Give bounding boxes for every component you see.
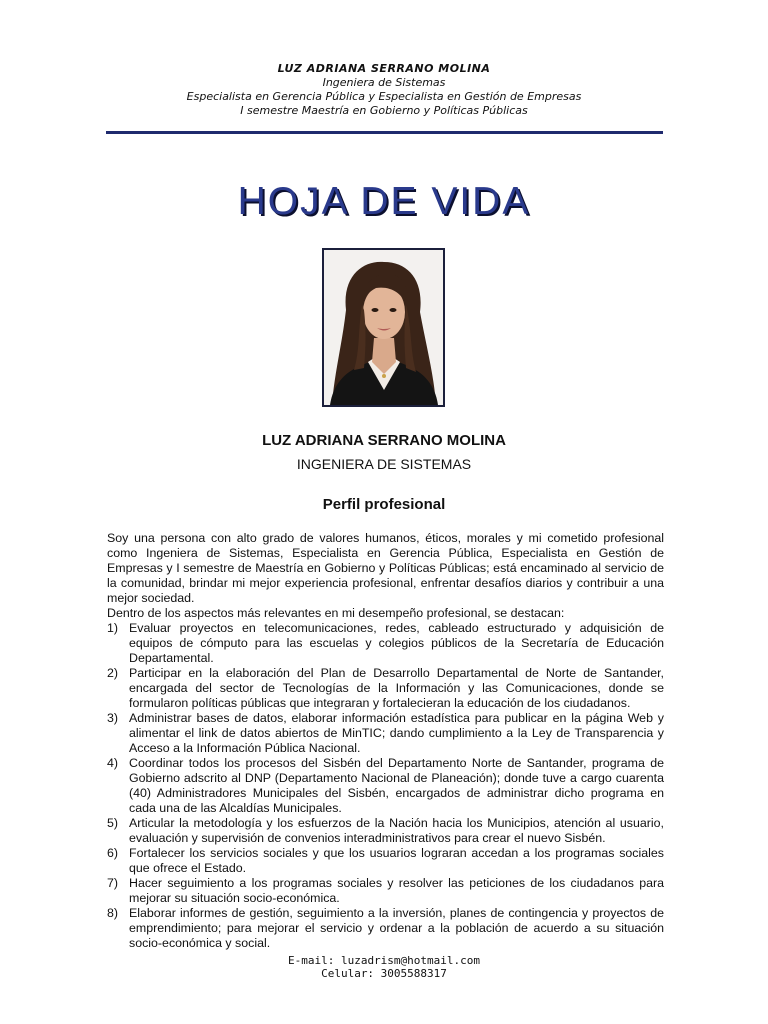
header-line-1: Ingeniera de Sistemas: [322, 76, 446, 89]
list-item: [107, 756, 664, 816]
list-number: 4): [107, 756, 119, 770]
header-name: LUZ ADRIANA SERRANO MOLINA: [277, 62, 491, 75]
list-number: 1): [107, 621, 119, 635]
achievements-list: [107, 621, 664, 951]
list-text: Hacer seguimiento a los programas sociales y resolver las peticiones de los ciudadanos para mejorar su situación socio-económica.: [129, 876, 664, 905]
intro-lead: Dentro de los aspectos más relevantes en mi desempeño profesional, se destacan:: [107, 606, 565, 620]
list-text: Participar en la elaboración del Plan de Desarrollo Departamental de Norte de Santander, encargada del sector de Tecnologías de la Información y las Comunicaciones, donde se formularon políticas públicas que integraran y fortalecieran la educación de los ciudadanos.: [129, 666, 664, 710]
document-header: [0, 62, 768, 118]
list-number: 5): [107, 816, 119, 830]
list-number: 7): [107, 876, 119, 890]
document-title: HOJA DE VIDA: [237, 180, 531, 223]
list-item: [107, 906, 664, 951]
contact-footer: [0, 954, 768, 980]
header-line-3: I semestre Maestría en Gobierno y Políticas Públicas: [240, 104, 528, 117]
list-text: Evaluar proyectos en telecomunicaciones, redes, cableado estructurado y adquisición de equipos de cómputo para las escuelas y colegios públicos de la Secretaría de Educación Departamental.: [129, 621, 664, 665]
profile-body: [107, 531, 664, 951]
candidate-profession: INGENIERA DE SISTEMAS: [296, 456, 472, 472]
list-number: 8): [107, 906, 119, 920]
list-number: 2): [107, 666, 119, 680]
list-number: 3): [107, 711, 119, 725]
list-text: Fortalecer los servicios sociales y que los usuarios lograran accedan a los programas sociales que ofrece el Estado.: [129, 846, 664, 875]
list-item: [107, 621, 664, 666]
list-item: [107, 816, 664, 846]
list-text: Coordinar todos los procesos del Sisbén del Departamento Norte de Santander, programa de Gobierno adscrito al DNP (Departamento Nacional de Planeación); donde tuve a cargo cuarenta (40) Administradores Municipales del Sisbén, encargados de administrar dicho programa en cada una de las Alcaldías Municipales.: [129, 756, 664, 815]
email-text[interactable]: E-mail: luzadrism@hotmail.com: [287, 954, 481, 967]
header-line-2: Especialista en Gerencia Pública y Especialista en Gestión de Empresas: [186, 90, 582, 103]
candidate-name: LUZ ADRIANA SERRANO MOLINA: [262, 432, 506, 449]
list-number: 6): [107, 846, 119, 860]
profile-photo: [322, 248, 445, 407]
list-text: Elaborar informes de gestión, seguimiento a la inversión, planes de contingencia y proyectos de emprendimiento; para mejorar el servicio y ordenar a la población de acuerdo a su situación socio-económica y social.: [129, 906, 664, 950]
list-item: [107, 846, 664, 876]
list-item: [107, 666, 664, 711]
header-divider: [106, 131, 663, 134]
list-item: [107, 711, 664, 756]
list-text: Administrar bases de datos, elaborar información estadística para publicar en la página Web y alimentar el link de datos abiertos de MinTIC; dando cumplimiento a la Ley de Transparencia y Acceso a la Información Pública Nacional.: [129, 711, 664, 755]
section-title: Perfil profesional: [322, 496, 446, 513]
intro-paragraph: Soy una persona con alto grado de valores humanos, éticos, morales y mi cometido profesional como Ingeniera de Sistemas, Especialista en Gerencia Pública, Especialista en Gestión de Empresas y I semestre de Maestría en Gobierno y Políticas Públicas; está encaminado al servicio de la comunidad, brindar mi mejor experiencia profesional, enfrentar desafíos diarios y contribuir a una mejor sociedad.: [107, 531, 664, 605]
list-text: Articular la metodología y los esfuerzos de la Nación hacia los Municipios, atención al usuario, evaluación y supervisión de convenios interadministrativos para crear el nuevo Sisbén.: [129, 816, 664, 845]
phone-text: Celular: 3005588317: [321, 967, 447, 980]
list-item: [107, 876, 664, 906]
